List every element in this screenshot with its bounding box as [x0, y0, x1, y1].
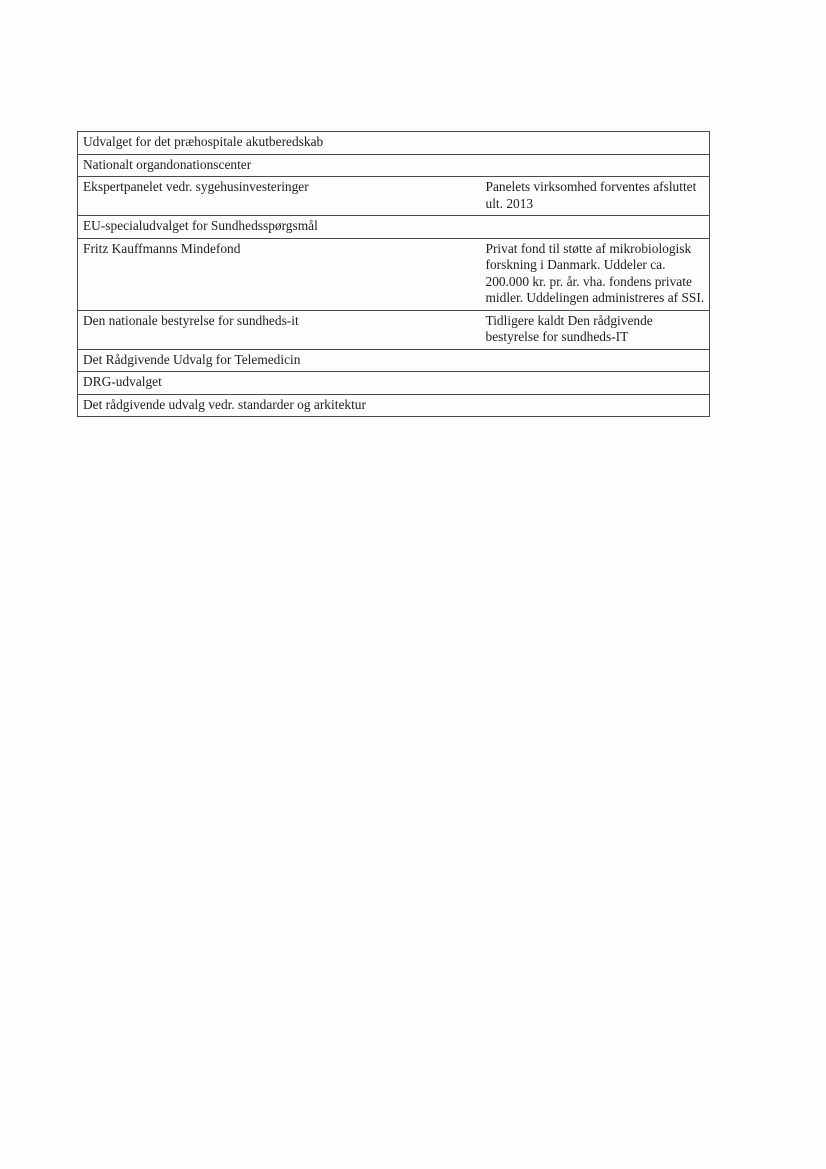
- table-row: [78, 216, 710, 239]
- table-row: [78, 372, 710, 395]
- committee-name: Nationalt organdonationscenter: [78, 154, 481, 177]
- table-row: [78, 394, 710, 417]
- committee-name: EU-specialudvalget for Sundhedsspørgsmål: [78, 216, 481, 239]
- committee-note: [481, 394, 710, 417]
- committee-note: Panelets virksomhed forventes afsluttet ult. 2013: [481, 177, 710, 216]
- committee-name: Den nationale bestyrelse for sundheds-it: [78, 310, 481, 349]
- table-row: [78, 349, 710, 372]
- committee-name: Det rådgivende udvalg vedr. standarder og arkitektur: [78, 394, 481, 417]
- committee-note: Tidligere kaldt Den rådgivende bestyrelse for sundheds-IT: [481, 310, 710, 349]
- committee-note: [481, 216, 710, 239]
- table-row: [78, 310, 710, 349]
- committee-name: Ekspertpanelet vedr. sygehusinvesteringer: [78, 177, 481, 216]
- table-row: [78, 154, 710, 177]
- committee-note: [481, 154, 710, 177]
- committee-name: Udvalget for det præhospitale akutberedskab: [78, 132, 481, 155]
- committee-note: Privat fond til støtte af mikrobiologisk forskning i Danmark. Uddeler ca. 200.000 kr. pr. år. vha. fondens private midler. Uddelingen administreres af SSI.: [481, 238, 710, 310]
- committee-note: [481, 349, 710, 372]
- table-row: [78, 238, 710, 310]
- committee-name: Fritz Kauffmanns Mindefond: [78, 238, 481, 310]
- committee-note: [481, 372, 710, 395]
- committee-name: DRG-udvalget: [78, 372, 481, 395]
- table-row: [78, 177, 710, 216]
- committee-table: [77, 131, 710, 417]
- committee-note: [481, 132, 710, 155]
- committee-name: Det Rådgivende Udvalg for Telemedicin: [78, 349, 481, 372]
- table-row: [78, 132, 710, 155]
